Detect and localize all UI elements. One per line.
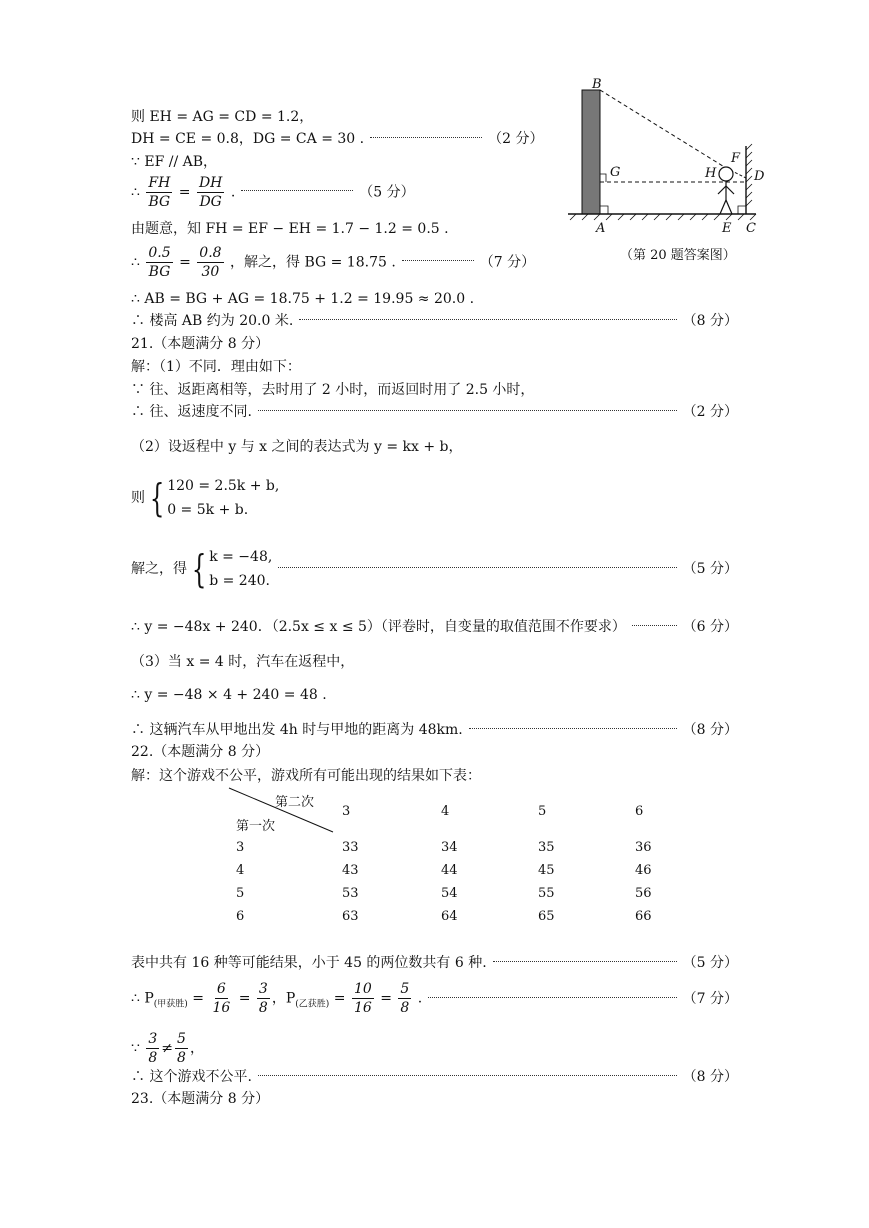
table-corner-top: 第二次: [275, 795, 315, 810]
q21-system-1: 则 { 120 = 2.5k + b, 0 = 5k + b.: [131, 476, 280, 520]
q21-part1-c: ∴ 往、返速度不同. （2 分）: [131, 404, 738, 420]
q20-line-1: 则 EH = AG = CD = 1.2，: [131, 109, 314, 125]
q21-system-2: 解之，得 { k = −48, b = 240. （5 分）: [131, 547, 738, 591]
col-header: 3: [342, 804, 351, 819]
label-c: C: [746, 221, 756, 236]
person-head: [719, 167, 733, 181]
results-table: [230, 790, 695, 928]
q20-line-4: ∴ $\frac{FH}{BG}$ = $\frac{DH}{DG}$ . （5 分）: [131, 175, 415, 210]
table-row: 3 33 34 35 36: [236, 840, 652, 855]
fraction-08-30: $\frac{0.8}{30}$: [199, 245, 222, 280]
fraction-fh-bg: $\frac{FH}{BG}$: [148, 175, 171, 210]
q22-inequality: ∵ $\frac{3}{8}$ ≠ $\frac{5}{8}$ ，: [131, 1031, 204, 1066]
table-row: 6 63 64 65 66: [236, 909, 652, 924]
q21-part1-a: 解：（1）不同．理由如下：: [131, 359, 301, 375]
table-corner-bottom: 第一次: [236, 819, 276, 834]
q21-part2-d: ∴ y = −48x + 240．（2.5x ≤ x ≤ 5）（评卷时，自变量的取值范围不作要求） （6 分）: [131, 619, 738, 635]
q20-line-6: ∴ $\frac{0.5}{BG}$ = $\frac{0.8}{30}$ ，解之，得 BG = 18.75 . （7 分）: [131, 245, 536, 280]
col-header: 6: [635, 804, 644, 819]
table-row: 5 53 54 55 56: [236, 886, 652, 901]
table-row: 4 43 44 45 46: [236, 863, 652, 878]
q21-part3-a: （3）当 x = 4 时，汽车在返程中，: [131, 654, 355, 670]
q22-conclusion: ∴ 这个游戏不公平. （8 分）: [131, 1069, 738, 1085]
q20-line-8: ∴ 楼高 AB 约为 20.0 米. （8 分）: [131, 313, 738, 329]
fraction-05-bg: $\frac{0.5}{BG}$: [148, 245, 171, 280]
figure-caption: （第 20 题答案图）: [620, 248, 736, 263]
q20-line-2: DH = CE = 0.8，DG = CA = 30 . （2 分）: [131, 131, 544, 147]
q22-summary: 表中共有 16 种等可能结果，小于 45 的两位数共有 6 种. （5 分）: [131, 955, 738, 971]
building-ab: [582, 90, 600, 214]
col-header: 4: [441, 804, 450, 819]
q22-probability: ∴ $P_{(甲获胜)}$ = $\frac{6}{16}$ = $\frac{3}{8}$ ，$P_{(乙获胜)}$ = $\frac{10}{16}$ = $\frac{5}{8}$ . （7 分）: [131, 981, 738, 1016]
q22-intro: 解：这个游戏不公平，游戏所有可能出现的结果如下表：: [131, 768, 481, 784]
col-header: 5: [538, 804, 547, 819]
label-g: G: [610, 165, 621, 180]
figure-20: [560, 76, 780, 242]
q23-header: 23.（本题满分 8 分）: [131, 1091, 270, 1107]
label-h: H: [705, 166, 717, 181]
q20-line-5: 由题意，知 FH = EF − EH = 1.7 − 1.2 = 0.5 .: [131, 221, 449, 237]
label-a: A: [596, 221, 606, 236]
q21-part2-a: （2）设返程中 y 与 x 之间的表达式为 y = kx + b，: [131, 439, 463, 455]
q21-part3-b: ∴ y = −48 × 4 + 240 = 48 .: [131, 687, 327, 703]
q21-part1-b: ∵ 往、返距离相等，去时用了 2 小时，而返回时用了 2.5 小时，: [131, 382, 535, 398]
q20-line-7: ∴ AB = BG + AG = 18.75 + 1.2 = 19.95 ≈ 20.0 .: [131, 291, 475, 307]
q20-line-3: ∵ EF // AB，: [131, 154, 218, 170]
q21-header: 21.（本题满分 8 分）: [131, 336, 270, 352]
q21-part3-c: ∴ 这辆汽车从甲地出发 4h 时与甲地的距离为 48km. （8 分）: [131, 722, 738, 738]
q22-header: 22.（本题满分 8 分）: [131, 744, 270, 760]
label-d: D: [754, 169, 765, 184]
fraction-dh-dg: $\frac{DH}{DG}$: [198, 175, 223, 210]
label-f: F: [731, 151, 741, 166]
label-e: E: [722, 221, 732, 236]
label-b: B: [592, 77, 602, 92]
